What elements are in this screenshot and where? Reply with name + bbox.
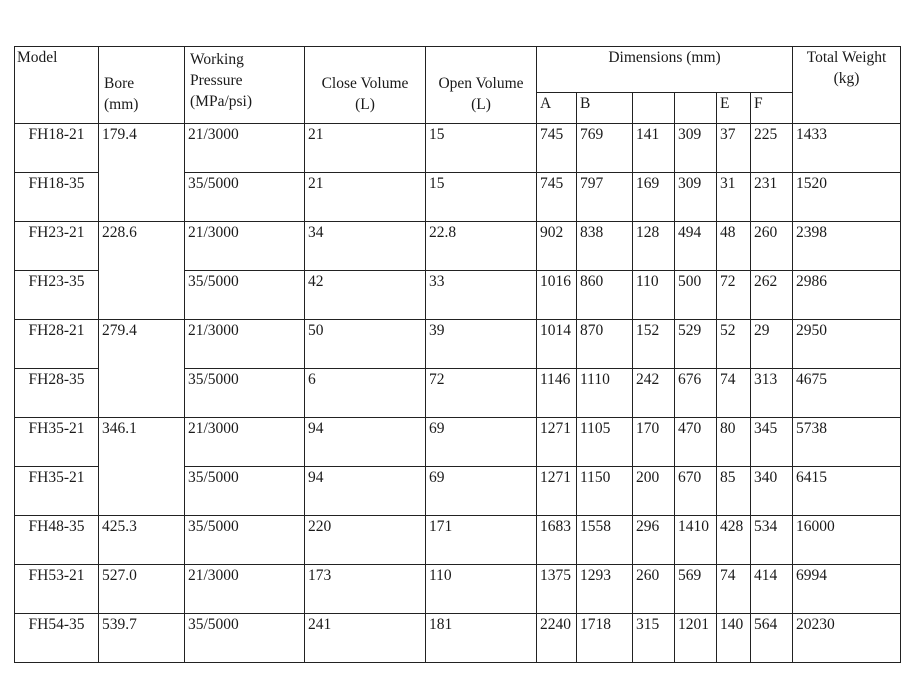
cell-open-volume: 39 bbox=[426, 320, 537, 369]
cell-dim-d: 569 bbox=[675, 565, 717, 614]
header-dim-a: A bbox=[537, 93, 577, 124]
cell-open-volume: 171 bbox=[426, 516, 537, 565]
cell-total-weight: 6994 bbox=[793, 565, 901, 614]
cell-model: FH28-35 bbox=[15, 369, 99, 418]
cell-dim-f: 564 bbox=[751, 614, 793, 663]
cell-open-volume: 33 bbox=[426, 271, 537, 320]
cell-dim-c: 242 bbox=[633, 369, 675, 418]
cell-dim-e: 48 bbox=[717, 222, 751, 271]
cell-dim-a: 2240 bbox=[537, 614, 577, 663]
cell-close-volume: 220 bbox=[305, 516, 426, 565]
cell-dim-d: 670 bbox=[675, 467, 717, 516]
cell-dim-c: 200 bbox=[633, 467, 675, 516]
cell-model: FH18-35 bbox=[15, 173, 99, 222]
header-working-pressure bbox=[185, 47, 305, 124]
cell-dim-a: 1271 bbox=[537, 467, 577, 516]
cell-dim-e: 428 bbox=[717, 516, 751, 565]
cell-open-volume: 72 bbox=[426, 369, 537, 418]
cell-close-volume: 94 bbox=[305, 418, 426, 467]
cell-open-volume: 15 bbox=[426, 124, 537, 173]
header-row bbox=[15, 47, 901, 93]
header-dim-f: F bbox=[751, 93, 793, 124]
cell-bore: 179.4 bbox=[99, 124, 185, 222]
cell-dim-c: 315 bbox=[633, 614, 675, 663]
table-row bbox=[15, 516, 901, 565]
cell-dim-d: 494 bbox=[675, 222, 717, 271]
cell-open-volume: 69 bbox=[426, 418, 537, 467]
cell-model: FH28-21 bbox=[15, 320, 99, 369]
cell-dim-b: 1150 bbox=[577, 467, 633, 516]
cell-dim-c: 110 bbox=[633, 271, 675, 320]
header-bore bbox=[99, 47, 185, 124]
cell-dim-f: 225 bbox=[751, 124, 793, 173]
table-row bbox=[15, 565, 901, 614]
cell-dim-b: 860 bbox=[577, 271, 633, 320]
cell-model: FH53-21 bbox=[15, 565, 99, 614]
cell-dim-d: 309 bbox=[675, 173, 717, 222]
cell-dim-a: 1271 bbox=[537, 418, 577, 467]
cell-dim-e: 80 bbox=[717, 418, 751, 467]
cell-dim-a: 745 bbox=[537, 124, 577, 173]
cell-bore: 425.3 bbox=[99, 516, 185, 565]
cell-working-pressure: 35/5000 bbox=[185, 467, 305, 516]
header-close-volume bbox=[305, 47, 426, 124]
cell-dim-c: 152 bbox=[633, 320, 675, 369]
cell-total-weight: 20230 bbox=[793, 614, 901, 663]
cell-working-pressure: 35/5000 bbox=[185, 173, 305, 222]
cell-close-volume: 173 bbox=[305, 565, 426, 614]
cell-close-volume: 94 bbox=[305, 467, 426, 516]
cell-dim-e: 85 bbox=[717, 467, 751, 516]
header-model bbox=[15, 47, 99, 124]
spec-table bbox=[14, 46, 901, 663]
cell-dim-d: 529 bbox=[675, 320, 717, 369]
header-weight-line1: Total Weight bbox=[806, 49, 887, 66]
header-dim-d bbox=[675, 93, 717, 124]
cell-dim-e: 72 bbox=[717, 271, 751, 320]
cell-dim-d: 309 bbox=[675, 124, 717, 173]
cell-open-volume: 69 bbox=[426, 467, 537, 516]
cell-dim-e: 37 bbox=[717, 124, 751, 173]
header-wp-line1: Working bbox=[190, 51, 244, 68]
cell-working-pressure: 35/5000 bbox=[185, 271, 305, 320]
cell-dim-c: 296 bbox=[633, 516, 675, 565]
cell-dim-e: 31 bbox=[717, 173, 751, 222]
header-total-weight bbox=[793, 47, 901, 124]
header-close-line2: (L) bbox=[355, 96, 375, 113]
cell-working-pressure: 21/3000 bbox=[185, 418, 305, 467]
header-dimensions-label: Dimensions (mm) bbox=[608, 49, 721, 66]
cell-bore: 346.1 bbox=[99, 418, 185, 516]
cell-close-volume: 34 bbox=[305, 222, 426, 271]
table-row bbox=[15, 614, 901, 663]
cell-dim-d: 470 bbox=[675, 418, 717, 467]
cell-dim-a: 1375 bbox=[537, 565, 577, 614]
cell-working-pressure: 21/3000 bbox=[185, 124, 305, 173]
cell-total-weight: 1433 bbox=[793, 124, 901, 173]
cell-open-volume: 181 bbox=[426, 614, 537, 663]
cell-dim-b: 1718 bbox=[577, 614, 633, 663]
cell-dim-b: 1293 bbox=[577, 565, 633, 614]
cell-dim-f: 345 bbox=[751, 418, 793, 467]
cell-total-weight: 2950 bbox=[793, 320, 901, 369]
cell-close-volume: 21 bbox=[305, 124, 426, 173]
cell-dim-d: 1410 bbox=[675, 516, 717, 565]
cell-dim-c: 170 bbox=[633, 418, 675, 467]
cell-dim-c: 128 bbox=[633, 222, 675, 271]
header-bore-line1: Bore bbox=[104, 75, 135, 92]
cell-dim-e: 52 bbox=[717, 320, 751, 369]
cell-working-pressure: 35/5000 bbox=[185, 516, 305, 565]
header-model-label: Model bbox=[17, 49, 58, 66]
cell-total-weight: 5738 bbox=[793, 418, 901, 467]
cell-dim-b: 870 bbox=[577, 320, 633, 369]
header-close-line1: Close Volume bbox=[321, 75, 409, 92]
cell-dim-b: 1110 bbox=[577, 369, 633, 418]
table-row bbox=[15, 222, 901, 271]
cell-open-volume: 15 bbox=[426, 173, 537, 222]
cell-dim-d: 1201 bbox=[675, 614, 717, 663]
cell-bore: 279.4 bbox=[99, 320, 185, 418]
cell-total-weight: 6415 bbox=[793, 467, 901, 516]
cell-dim-b: 797 bbox=[577, 173, 633, 222]
header-wp-line3: (MPa/psi) bbox=[190, 93, 252, 110]
cell-dim-f: 534 bbox=[751, 516, 793, 565]
header-open-line1: Open Volume bbox=[438, 75, 524, 92]
cell-dim-e: 140 bbox=[717, 614, 751, 663]
cell-model: FH48-35 bbox=[15, 516, 99, 565]
cell-dim-a: 1146 bbox=[537, 369, 577, 418]
cell-working-pressure: 21/3000 bbox=[185, 222, 305, 271]
cell-total-weight: 1520 bbox=[793, 173, 901, 222]
cell-dim-e: 74 bbox=[717, 565, 751, 614]
cell-total-weight: 2986 bbox=[793, 271, 901, 320]
cell-dim-a: 1014 bbox=[537, 320, 577, 369]
cell-dim-b: 838 bbox=[577, 222, 633, 271]
cell-model: FH54-35 bbox=[15, 614, 99, 663]
cell-close-volume: 6 bbox=[305, 369, 426, 418]
cell-dim-f: 29 bbox=[751, 320, 793, 369]
cell-dim-a: 1683 bbox=[537, 516, 577, 565]
cell-dim-a: 902 bbox=[537, 222, 577, 271]
table-row bbox=[15, 418, 901, 467]
cell-working-pressure: 35/5000 bbox=[185, 614, 305, 663]
cell-dim-d: 676 bbox=[675, 369, 717, 418]
cell-dim-f: 340 bbox=[751, 467, 793, 516]
header-bore-line2: (mm) bbox=[104, 96, 139, 113]
header-dim-c bbox=[633, 93, 675, 124]
cell-dim-c: 141 bbox=[633, 124, 675, 173]
cell-open-volume: 22.8 bbox=[426, 222, 537, 271]
cell-bore: 527.0 bbox=[99, 565, 185, 614]
cell-total-weight: 2398 bbox=[793, 222, 901, 271]
cell-open-volume: 110 bbox=[426, 565, 537, 614]
cell-dim-d: 500 bbox=[675, 271, 717, 320]
cell-model: FH35-21 bbox=[15, 467, 99, 516]
cell-bore: 539.7 bbox=[99, 614, 185, 663]
cell-working-pressure: 21/3000 bbox=[185, 320, 305, 369]
cell-working-pressure: 35/5000 bbox=[185, 369, 305, 418]
cell-dim-f: 262 bbox=[751, 271, 793, 320]
cell-dim-b: 769 bbox=[577, 124, 633, 173]
header-open-volume bbox=[426, 47, 537, 124]
cell-dim-c: 169 bbox=[633, 173, 675, 222]
cell-dim-c: 260 bbox=[633, 565, 675, 614]
cell-model: FH23-21 bbox=[15, 222, 99, 271]
cell-bore: 228.6 bbox=[99, 222, 185, 320]
cell-close-volume: 21 bbox=[305, 173, 426, 222]
header-open-line2: (L) bbox=[471, 96, 491, 113]
cell-dim-f: 414 bbox=[751, 565, 793, 614]
cell-close-volume: 42 bbox=[305, 271, 426, 320]
cell-dim-e: 74 bbox=[717, 369, 751, 418]
table-row bbox=[15, 124, 901, 173]
cell-model: FH35-21 bbox=[15, 418, 99, 467]
cell-dim-f: 231 bbox=[751, 173, 793, 222]
header-wp-line2: Pressure bbox=[190, 72, 243, 89]
header-dim-b: B bbox=[577, 93, 633, 124]
table-row bbox=[15, 320, 901, 369]
cell-close-volume: 241 bbox=[305, 614, 426, 663]
header-dim-e: E bbox=[717, 93, 751, 124]
cell-dim-b: 1558 bbox=[577, 516, 633, 565]
cell-model: FH23-35 bbox=[15, 271, 99, 320]
cell-dim-f: 260 bbox=[751, 222, 793, 271]
cell-dim-a: 1016 bbox=[537, 271, 577, 320]
header-weight-line2: (kg) bbox=[833, 70, 860, 87]
cell-working-pressure: 21/3000 bbox=[185, 565, 305, 614]
cell-dim-f: 313 bbox=[751, 369, 793, 418]
cell-model: FH18-21 bbox=[15, 124, 99, 173]
cell-total-weight: 4675 bbox=[793, 369, 901, 418]
cell-close-volume: 50 bbox=[305, 320, 426, 369]
cell-total-weight: 16000 bbox=[793, 516, 901, 565]
cell-dim-b: 1105 bbox=[577, 418, 633, 467]
header-dimensions bbox=[537, 47, 793, 93]
cell-dim-a: 745 bbox=[537, 173, 577, 222]
